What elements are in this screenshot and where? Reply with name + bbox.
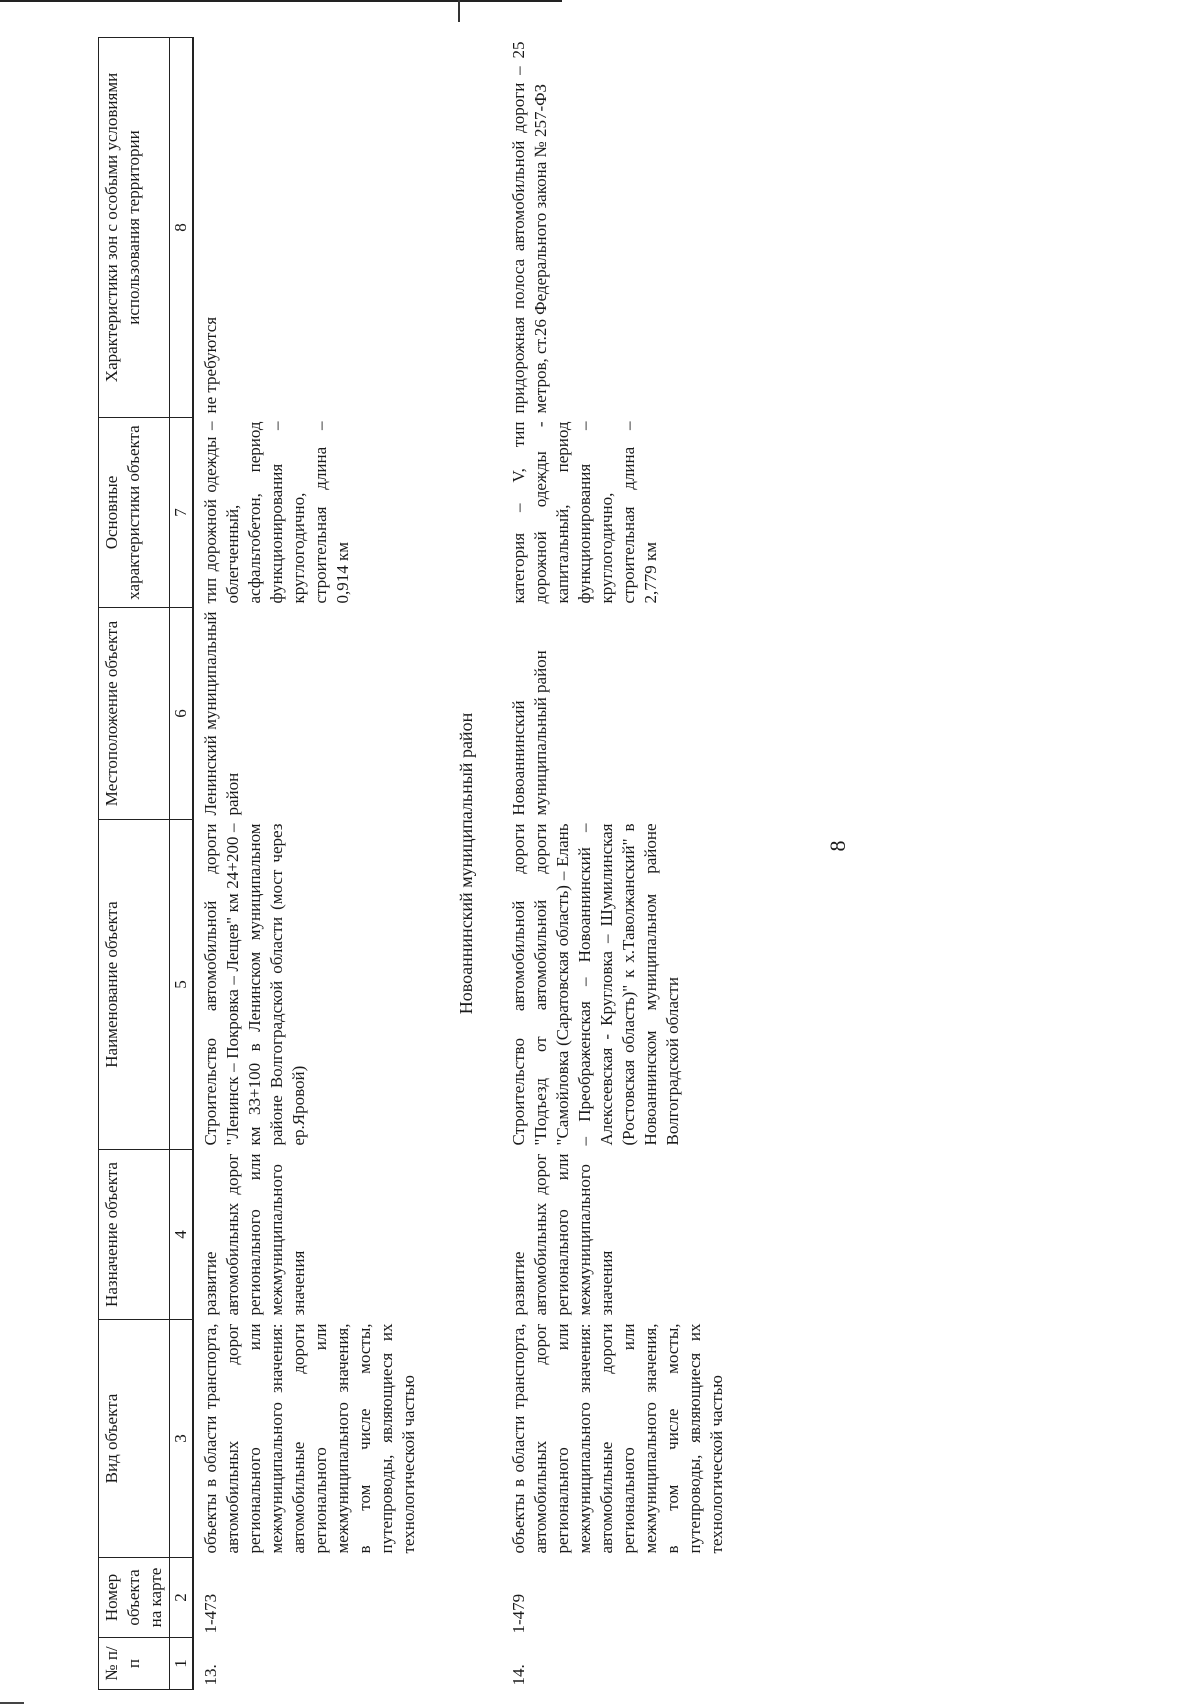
object-location: Новоаннинский муниципальный район bbox=[509, 650, 550, 816]
header-object-name: Наименование объекта bbox=[99, 820, 170, 1150]
object-characteristics: категория – V, тип дорожной одежды - капитальный, период функционирования – круглогодично, строительная длина – 2,779 км bbox=[509, 421, 660, 604]
column-number: 7 bbox=[170, 418, 194, 608]
table-header-row bbox=[99, 38, 170, 1690]
object-name: Строительство автомобильной дороги "Ленинск – Покровка – Лещев" км 24+200 – км 33+100 в Ленинском муниципальном районе Волгоградской области (мост через ер.Яровой) bbox=[201, 823, 308, 1146]
column-number: 2 bbox=[170, 1558, 194, 1638]
header-object-characteristics: Основные характеристики объекта bbox=[99, 418, 170, 608]
header-object-kind: Вид объекта bbox=[99, 1320, 170, 1558]
object-purpose: развитие автомобильных дорог регионального или межмуниципального значения bbox=[509, 1153, 616, 1316]
row-number: 13. bbox=[201, 1664, 220, 1686]
section-title: Новоаннинский муниципальный район bbox=[456, 712, 476, 1015]
objects-table bbox=[98, 37, 738, 1690]
column-number: 8 bbox=[170, 38, 194, 418]
map-number: 1-473 bbox=[201, 1593, 220, 1634]
top-border-line bbox=[0, 0, 562, 2]
header-map-number: Номер объекта на карте bbox=[99, 1558, 170, 1638]
column-number: 5 bbox=[170, 820, 194, 1150]
header-number: № п/п bbox=[99, 1638, 170, 1690]
column-number-row bbox=[170, 38, 194, 1690]
column-number: 3 bbox=[170, 1320, 194, 1558]
section-row bbox=[430, 38, 502, 1690]
object-kind: объекты в области транспорта, автомобильных дорог регионального или межмуниципального значения: автомобильные дороги регионального или межмуниципального значения, в том числе мосты, путепроводы, являющиеся их технологической частью bbox=[201, 1323, 418, 1554]
header-object-purpose: Назначение объекта bbox=[99, 1150, 170, 1320]
rotated-page-content bbox=[38, 38, 1160, 1690]
column-number: 6 bbox=[170, 608, 194, 820]
object-kind: объекты в области транспорта, автомобильных дорог регионального или межмуниципального значения: автомобильные дороги регионального или межмуниципального значения, в том числе мосты, путепроводы, являющиеся их технологической частью bbox=[509, 1323, 726, 1554]
top-tick-mark bbox=[458, 0, 460, 22]
page-number: 8 bbox=[825, 840, 850, 852]
table-row bbox=[502, 38, 738, 1690]
map-number: 1-479 bbox=[509, 1593, 528, 1634]
object-location: Ленинский муниципальный район bbox=[201, 611, 242, 816]
zone-characteristics: не требуются bbox=[201, 316, 220, 414]
header-object-location: Местоположение объекта bbox=[99, 608, 170, 820]
row-number: 14. bbox=[509, 1664, 528, 1686]
object-characteristics: тип дорожной одежды – облегченный, асфальтобетон, период функционирования – круглогодично, строительная длина – 0,914 км bbox=[201, 421, 352, 604]
zone-characteristics: придорожная полоса автомобильной дороги – 25 метров, ст.26 Федерального закона № 257-ФЗ bbox=[509, 41, 550, 414]
table-row bbox=[193, 38, 430, 1690]
column-number: 1 bbox=[170, 1638, 194, 1690]
object-name: Строительство автомобильной дороги "Подъезд от автомобильной дороги "Самойловка (Саратовская область) – Елань – Преображенская – Новоаннинский – Алексеевская - Кругловка – Шумилинская (Ростовская область)" к х.Таволжанский" в Новоаннинском муниципальном районе Волгоградской области bbox=[509, 823, 682, 1146]
header-zone-characteristics: Характеристики зон с особыми условиями использования территории bbox=[99, 38, 170, 418]
column-number: 4 bbox=[170, 1150, 194, 1320]
object-purpose: развитие автомобильных дорог регионального или межмуниципального значения bbox=[201, 1153, 308, 1316]
